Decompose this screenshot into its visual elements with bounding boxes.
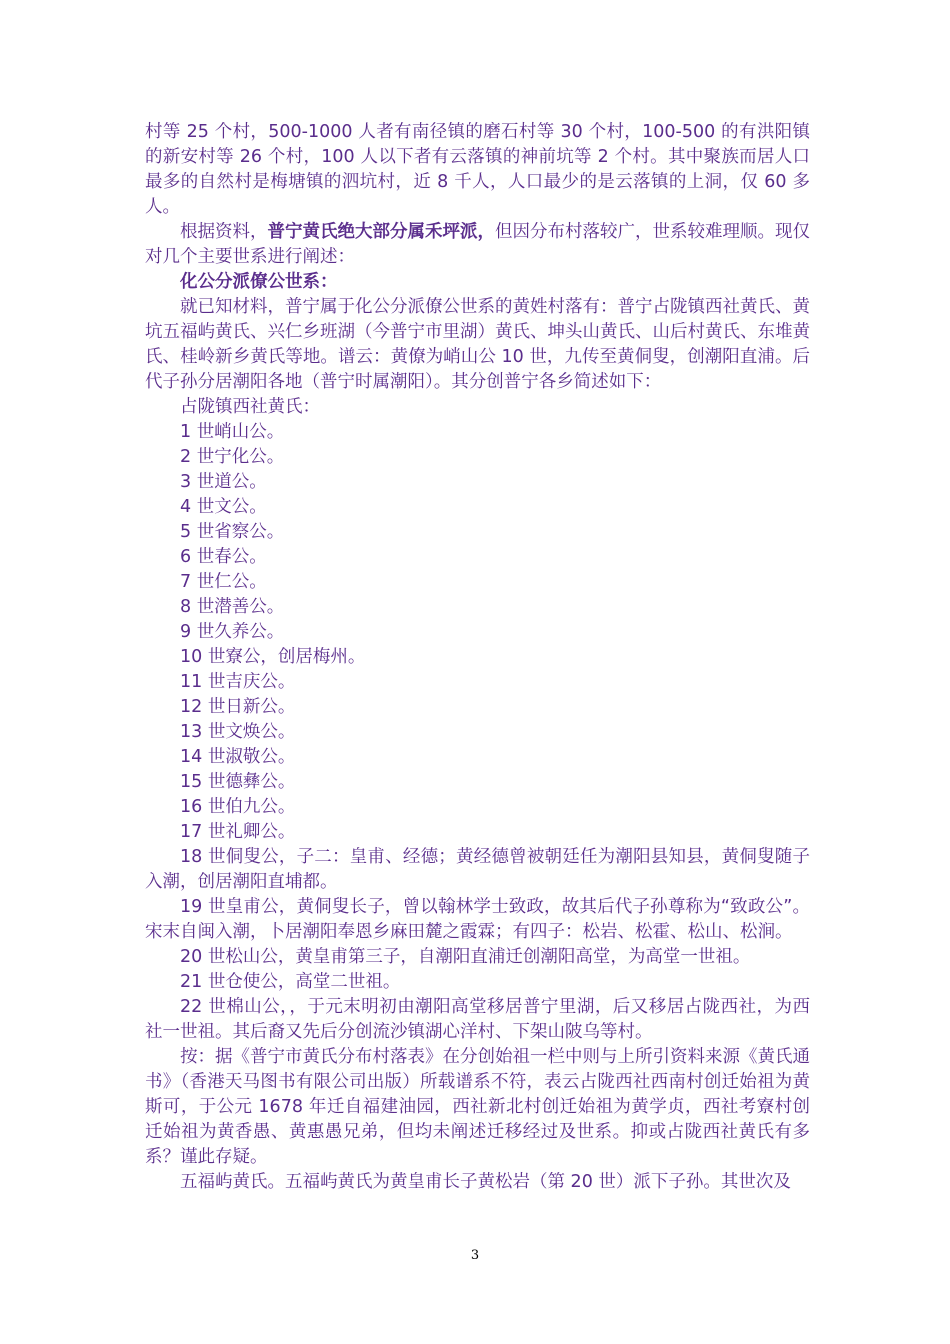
paragraph-known-villages: 就已知材料，普宁属于化公分派僚公世系的黄姓村落有：普宁占陇镇西社黄氏、黄坑五福屿黄氏、兴仁乡班湖（今普宁市里湖）黄氏、坤头山黄氏、山后村黄氏、东堆黄氏、桂岭新乡黄氏等地。谱云：黄僚为峭山公 10 世，九传至黄侗叟，创潮阳直浦。后代子孙分居潮阳各地（普宁时属潮阳）。其分创普宁各乡简述如下： — [145, 297, 810, 392]
generation-line: 10 世寮公，创居梅州。 — [180, 647, 366, 667]
generation-line: 16 世伯九公。 — [180, 797, 296, 817]
intro-rest: 但因分布村落较广，世系较难理顺。现仅对几个主要世系进行阐述： — [145, 222, 810, 267]
generation-line: 3 世道公。 — [180, 472, 267, 492]
paragraph-wufuyu: 五福屿黄氏。五福屿黄氏为黄皇甫长子黄松岩（第 20 世）派下子孙。其世次及 — [180, 1172, 791, 1192]
generation-line: 5 世省察公。 — [180, 522, 285, 542]
paragraph-gen-18: 18 世侗叟公，子二：皇甫、经德；黄经德曾被朝廷任为潮阳县知县，黄侗叟随子入潮，创居潮阳直埔都。 — [145, 847, 810, 892]
section-heading: 化公分派僚公世系： — [180, 272, 338, 292]
paragraph-subheading-xishe: 占陇镇西社黄氏： — [180, 397, 320, 417]
generation-line: 11 世吉庆公。 — [180, 672, 296, 692]
paragraph-note: 按：据《普宁市黄氏分布村落表》在分创始祖一栏中则与上所引资料来源《黄氏通书》（香港天马图书有限公司出版）所载谱系不符，表云占陇西社西南村创迁始祖为黄斯可，于公元 1678 年迁自福建油园，西社新北村创迁始祖为黄学贞，西社考寮村创迁始祖为黄香愚、黄惠愚兄弟，但均未阐述迁移经过及世系。抑或占陇西社黄氏有多系？谨此存疑。 — [145, 1047, 810, 1167]
intro-emphasis: 普宁黄氏绝大部分属禾坪派， — [267, 222, 495, 242]
generation-line: 1 世峭山公。 — [180, 422, 285, 442]
generation-line: 12 世日新公。 — [180, 697, 296, 717]
paragraph-gen-22: 22 世棉山公，，于元末明初由潮阳高堂移居普宁里湖，后又移居占陇西社，为西社一世祖。其后裔又先后分创流沙镇湖心洋村、下架山陂乌等村。 — [145, 997, 810, 1042]
page-number: 3 — [470, 1248, 480, 1263]
generation-line: 17 世礼卿公。 — [180, 822, 296, 842]
generation-line: 14 世淑敬公。 — [180, 747, 296, 767]
paragraph-village-stats: 村等 25 个村，500-1000 人者有南径镇的磨石村等 30 个村，100-500 的有洪阳镇的新安村等 26 个村，100 人以下者有云落镇的神前坑等 2 个村。其中聚族而居人口最多的自然村是梅塘镇的泗坑村，近 8 千人，人口最少的是云落镇的上洞，仅 60 多人。 — [145, 122, 810, 217]
generation-line: 8 世潜善公。 — [180, 597, 285, 617]
paragraph-intro — [145, 220, 810, 270]
paragraph-gen-20: 20 世松山公，黄皇甫第三子，自潮阳直浦迁创潮阳高堂，为高堂一世祖。 — [180, 947, 751, 967]
generation-line: 6 世春公。 — [180, 547, 267, 567]
generation-line: 9 世久养公。 — [180, 622, 285, 642]
generation-line: 13 世文焕公。 — [180, 722, 296, 742]
generation-line: 15 世德彝公。 — [180, 772, 296, 792]
paragraph-gen-21: 21 世仓使公，高堂二世祖。 — [180, 972, 401, 992]
generation-line: 4 世文公。 — [180, 497, 267, 517]
paragraph-gen-19: 19 世皇甫公，黄侗叟长子，曾以翰林学士致政，故其后代子孙尊称为“致政公”。宋末自闽入潮，卜居潮阳奉恩乡麻田麓之霞霖；有四子：松岩、松霍、松山、松涧。 — [145, 897, 810, 942]
intro-lead: 根据资料， — [180, 222, 268, 242]
body-text — [145, 120, 810, 1195]
generation-line: 2 世宁化公。 — [180, 447, 285, 467]
generation-line: 7 世仁公。 — [180, 572, 267, 592]
